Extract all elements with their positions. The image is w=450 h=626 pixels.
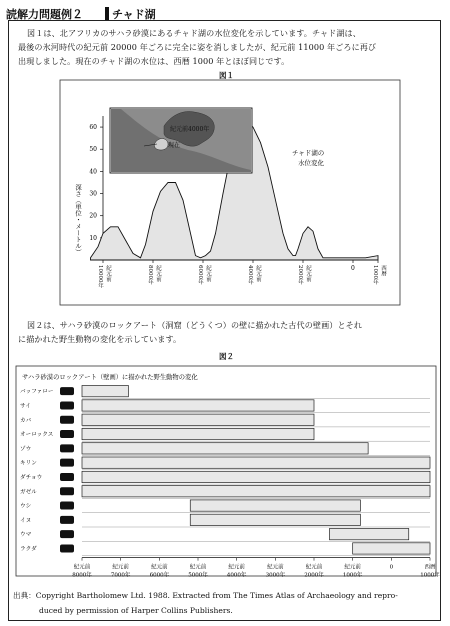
figure-2-x-tick-label: 8000年 bbox=[72, 572, 92, 579]
figure-1-inset-map bbox=[110, 108, 252, 173]
animal-range-bar bbox=[82, 486, 430, 497]
figure-2-x-tick-label: 3000年 bbox=[265, 572, 286, 579]
animal-label: ガゼル bbox=[20, 489, 37, 496]
animal-range-bar bbox=[82, 414, 314, 425]
animal-label: カバ bbox=[20, 417, 32, 424]
figure-2-x-tick-label: 0 bbox=[389, 564, 394, 571]
figure-2-x-ticks bbox=[72, 558, 440, 579]
animal-label: ダチョウ bbox=[20, 474, 43, 481]
animal-silhouette-icon bbox=[60, 444, 74, 452]
paragraph-1-line-1: 図１は、北アフリカのサハラ砂漠にあるチャド湖の水位変化を示しています。チャド湖は、 bbox=[27, 28, 361, 38]
figure-1-x-tick-prefix: 西暦 bbox=[380, 265, 386, 276]
paragraph-2-line-1: 図２は、サハラ砂漠のロックアート（洞窟（どうくつ）の壁に描かれた古代の壁画）とそれ bbox=[27, 320, 363, 330]
figure-2-x-tick-label: 6000年 bbox=[149, 572, 170, 579]
figure-2-x-tick-prefix: 紀元前 bbox=[305, 564, 323, 571]
animal-label: イヌ bbox=[20, 517, 32, 524]
animal-silhouette-icon bbox=[60, 401, 74, 409]
figure-2-x-tick-label: 4000年 bbox=[226, 572, 247, 579]
animal-range-bar bbox=[82, 443, 368, 454]
animal-silhouette-icon bbox=[60, 502, 74, 510]
figure-2-x-tick-label: 5000年 bbox=[188, 572, 208, 579]
figure-1-label: 図１ bbox=[219, 71, 234, 80]
source-label: 出典： bbox=[13, 591, 36, 600]
animal-label: ウマ bbox=[20, 532, 32, 539]
figure-1-x-tick-label: 0 bbox=[351, 265, 355, 272]
figure-2-x-tick-prefix: 紀元前 bbox=[344, 564, 361, 571]
animal-silhouette-icon bbox=[60, 530, 74, 538]
figure-1-x-tick-label: 1000年 bbox=[372, 265, 378, 285]
figure-1-x-tick-prefix: 紀元前 bbox=[255, 265, 261, 282]
figure-1-x-tick-label: 2000年 bbox=[297, 265, 303, 285]
figure-1-y-tick-label: 60 bbox=[89, 124, 97, 132]
header-title: 読解力問題例２ bbox=[6, 8, 83, 21]
animal-range-bar bbox=[82, 428, 314, 439]
source-citation bbox=[13, 588, 398, 618]
paragraph-2-line-2: に描かれた野生動物の変化を示しています。 bbox=[18, 334, 182, 344]
figure-1-x-tick-prefix: 紀元前 bbox=[105, 265, 111, 282]
animal-silhouette-icon bbox=[60, 416, 74, 424]
figure-2-x-tick-label: 7000年 bbox=[110, 572, 131, 579]
paragraph-1-line-2: 最後の氷河時代の紀元前 20000 年ごろに完全に姿を消しましたが、紀元前 11000 年ごろに再び bbox=[18, 42, 377, 52]
figure-1-x-tick-label: 10000年 bbox=[97, 265, 103, 288]
figure-1-x-tick-prefix: 紀元前 bbox=[155, 265, 161, 282]
animal-silhouette-icon bbox=[60, 544, 74, 552]
figure-2-chart bbox=[16, 366, 440, 579]
animal-label: ウシ bbox=[20, 503, 32, 510]
figure-2-x-tick-prefix: 紀元前 bbox=[189, 564, 207, 571]
animal-silhouette-icon bbox=[60, 430, 74, 438]
animal-label: バッファロー bbox=[20, 389, 54, 396]
figure-1-y-label: 深さ（単位・メートル） bbox=[74, 184, 82, 256]
figure-1-series-label-1: チャド湖の bbox=[292, 149, 325, 157]
figure-1-y-ticks bbox=[89, 124, 103, 242]
animal-range-bar bbox=[190, 500, 360, 511]
animal-label: オーロックス bbox=[20, 432, 54, 439]
inset-label-bc4000: 紀元前4000年 bbox=[170, 126, 210, 133]
animal-silhouette-icon bbox=[60, 487, 74, 495]
figure-2-x-tick-prefix: 紀元前 bbox=[267, 564, 284, 571]
figure-1-y-tick-label: 20 bbox=[89, 212, 97, 220]
figure-1-x-tick-label: 6000年 bbox=[197, 265, 203, 285]
figure-1-y-tick-label: 40 bbox=[89, 168, 97, 176]
figure-1-x-tick-prefix: 紀元前 bbox=[305, 265, 311, 282]
figure-2-x-tick-label: 1000年 bbox=[420, 572, 440, 579]
figure-1-chart bbox=[60, 80, 400, 305]
figure-1-y-tick-label: 50 bbox=[89, 146, 97, 154]
paragraph-1-line-3: 出現しました。現在のチャド湖の水位は、西暦 1000 年とほぼ同じです。 bbox=[18, 56, 290, 66]
header-subtitle: チャド湖 bbox=[112, 8, 156, 21]
header-separator bbox=[105, 7, 109, 20]
figure-1-x-ticks bbox=[97, 260, 387, 289]
figure-2-rows bbox=[20, 386, 430, 558]
figure-2-x-tick-prefix: 紀元前 bbox=[73, 564, 91, 571]
figure-2-x-tick-prefix: 紀元前 bbox=[228, 564, 245, 571]
animal-range-bar bbox=[329, 529, 408, 540]
animal-range-bar bbox=[82, 471, 430, 482]
animal-silhouette-icon bbox=[60, 473, 74, 481]
animal-silhouette-icon bbox=[60, 459, 74, 467]
animal-label: サイ bbox=[20, 403, 31, 410]
figure-1-series-label-2: 水位変化 bbox=[298, 159, 324, 167]
animal-label: ラクダ bbox=[20, 546, 37, 553]
animal-range-bar bbox=[82, 400, 314, 411]
figure-2-label: 図２ bbox=[219, 352, 234, 361]
figure-2-x-tick-prefix: 紀元前 bbox=[112, 564, 129, 571]
animal-range-bar bbox=[353, 543, 430, 554]
figure-2-x-tick-prefix: 西暦 bbox=[424, 564, 436, 571]
paragraph-1 bbox=[18, 26, 376, 68]
animal-silhouette-icon bbox=[60, 516, 74, 524]
figure-1-x-tick-label: 8000年 bbox=[147, 265, 153, 285]
animal-range-bar bbox=[190, 514, 360, 525]
figure-2-x-tick-label: 1000年 bbox=[342, 572, 363, 579]
animal-label: ゾウ bbox=[20, 446, 32, 453]
paragraph-2 bbox=[18, 318, 362, 346]
inset-label-present: 現在 bbox=[168, 142, 181, 149]
figure-1-y-tick-label: 30 bbox=[89, 190, 97, 198]
figure-2-chart-title: サハラ砂漠のロックアート（壁画）に描かれた野生動物の変化 bbox=[22, 374, 198, 381]
animal-silhouette-icon bbox=[60, 387, 74, 395]
animal-range-bar bbox=[82, 457, 430, 468]
animal-range-bar bbox=[82, 386, 128, 397]
figure-2-x-tick-prefix: 紀元前 bbox=[151, 564, 168, 571]
figure-1-x-tick-label: 4000年 bbox=[247, 265, 253, 285]
source-line-2: duced by permission of Harper Collins Publishers. bbox=[39, 606, 233, 615]
figure-1-x-tick-prefix: 紀元前 bbox=[205, 265, 211, 282]
figure-2-x-tick-label: 2000年 bbox=[304, 572, 324, 579]
figure-1-y-tick-label: 10 bbox=[89, 234, 97, 242]
source-line-1: Copyright Bartholomew Ltd. 1988. Extracted from The Times Atlas of Archaeology and repro- bbox=[35, 591, 398, 600]
animal-label: キリン bbox=[20, 460, 37, 467]
